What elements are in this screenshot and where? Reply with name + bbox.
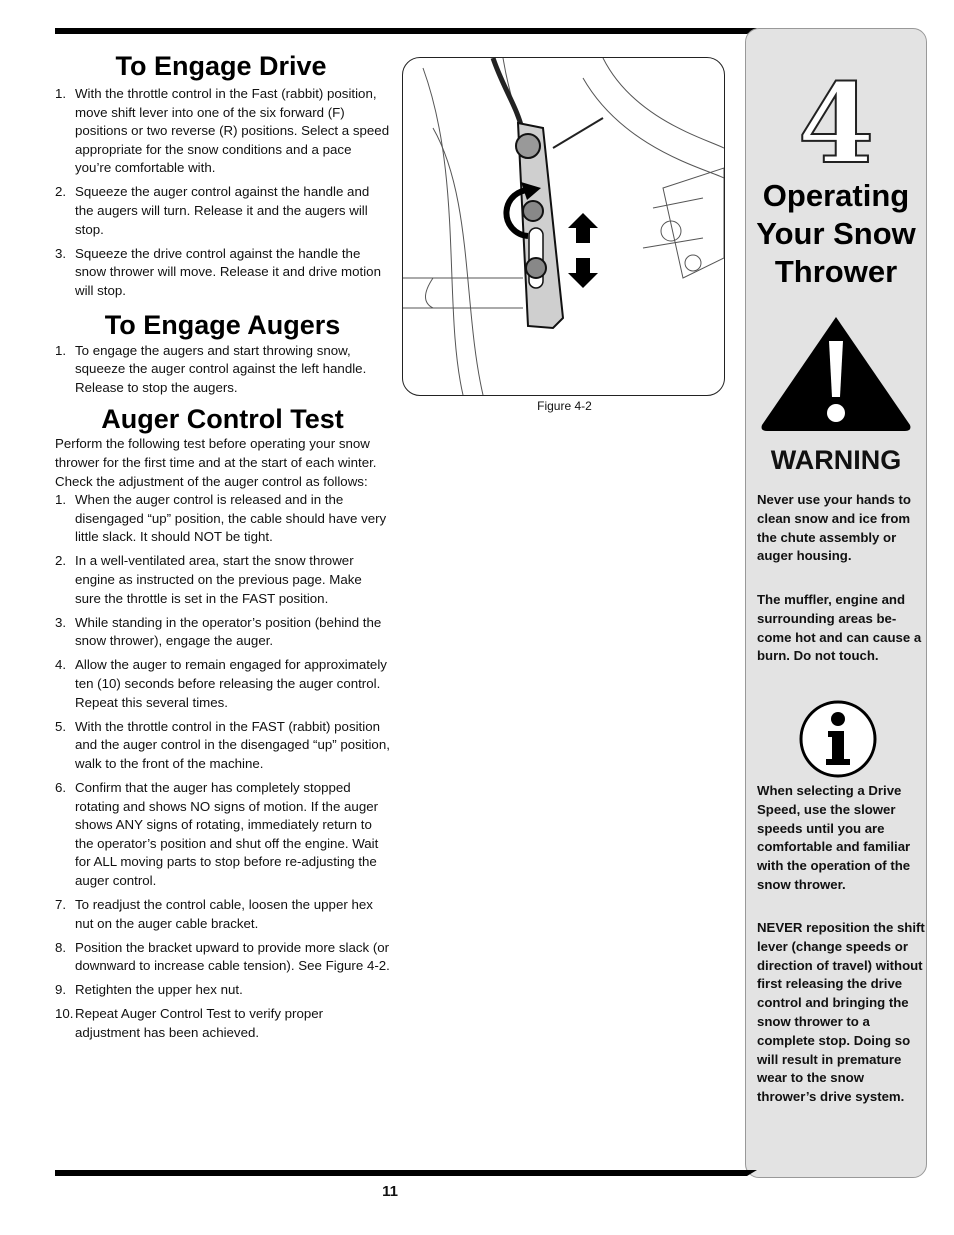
list-item: 10. Repeat Auger Control Test to verify proper adjustment has been achieved. bbox=[55, 1006, 324, 1041]
auger-test-intro: Perform the following test before operating your snow thrower for the first time and at the start of each winter. Check the adjustment of the auger control as follows: bbox=[55, 436, 377, 489]
chapter-number: 4 bbox=[797, 59, 875, 188]
engage-drive-list bbox=[55, 85, 390, 301]
main-column bbox=[55, 50, 390, 1048]
warning-text-hands: Never use your hands to clean snow and ice from the chute assembly or auger housing. bbox=[757, 492, 911, 564]
info-text-drive-speed: When selecting a Drive Speed, use the slower speeds until you are comfortable and familiar with the operation of the snow thrower. bbox=[757, 783, 911, 892]
figure-caption: Figure 4-2 bbox=[537, 399, 592, 413]
list-item: 8. Position the bracket upward to provide more slack (or downward to increase cable tension). See Figure 4-2. bbox=[55, 939, 390, 974]
info-text-shift-lever: NEVER reposition the shift lever (change speeds or direction of travel) without first releasing the drive control and bringing the snow thrower to a complete stop. Doing so will result in premature wear to the snow thrower’s drive system. bbox=[757, 920, 925, 1105]
list-item: 1. When the auger control is released and in the disengaged “up” position, the cable should have very little slack. It should NOT be tight. bbox=[55, 492, 387, 545]
bottom-rule bbox=[55, 1170, 747, 1176]
list-item: 6. Confirm that the auger has completely stopped rotating and shows NO signs of motion. If the auger shows ANY signs of rotating, immediately return to the operator’s position and shut off the engine. Wait for ALL moving parts to stop before re-adjusting the auger control. bbox=[55, 779, 379, 888]
list-item: 3. While standing in the operator’s position (behind the snow thrower), engage the auger. bbox=[55, 614, 382, 649]
list-item: 1. With the throttle control in the Fast (rabbit) position, move shift lever into one of the six forward (F) positions or two reverse (R) positions. Select a speed appropriate for the snow conditions and a pace you’re comfortable with. bbox=[55, 86, 390, 176]
warning-label: WARNING bbox=[770, 445, 902, 475]
list-item: 3. Squeeze the drive control against the handle the snow thrower will move. Release it and drive motion will stop. bbox=[55, 245, 381, 298]
warning-text-muffler: The muffler, engine and surrounding areas be-come hot and can cause a burn. Do not touch. bbox=[757, 592, 922, 664]
list-item: 7. To readjust the control cable, loosen the upper hex nut on the auger cable bracket. bbox=[55, 896, 373, 931]
auger-test-heading: Auger Control Test bbox=[101, 404, 344, 435]
list-item: 4. Allow the auger to remain engaged for approximately ten (10) seconds before releasing the auger control. Repeat this several times. bbox=[55, 657, 387, 710]
list-item: 2. Squeeze the auger control against the handle and the augers will turn. Release it and the augers will stop. bbox=[55, 184, 370, 237]
engage-augers-heading: To Engage Augers bbox=[104, 309, 341, 340]
top-rule bbox=[55, 28, 747, 34]
engage-drive-heading: To Engage Drive bbox=[115, 51, 327, 81]
list-item: 2. In a well-ventilated area, start the snow thrower engine as instructed on the previous page. Make sure the throttle is set in the FAST position. bbox=[55, 553, 362, 606]
info-icon bbox=[798, 699, 878, 779]
list-item: 5. With the throttle control in the FAST (rabbit) position and the auger control in the disengaged “up” position, walk to the front of the machine. bbox=[55, 718, 390, 771]
page-number: 11 bbox=[382, 1183, 398, 1200]
list-item: 1. To engage the augers and start throwing snow, squeeze the auger control against the left handle. Release to stop the augers. bbox=[55, 342, 367, 395]
chapter-sidebar bbox=[745, 28, 927, 1178]
auger-bracket-drawing bbox=[403, 58, 724, 395]
warning-triangle-icon bbox=[760, 315, 912, 433]
list-item: 9. Retighten the upper hex nut. bbox=[55, 982, 243, 998]
chapter-title: Operating Your Snow Thrower bbox=[756, 178, 916, 289]
auger-test-list bbox=[55, 491, 390, 1043]
figure-4-2-illustration bbox=[402, 57, 725, 396]
engage-augers-list bbox=[55, 342, 390, 398]
